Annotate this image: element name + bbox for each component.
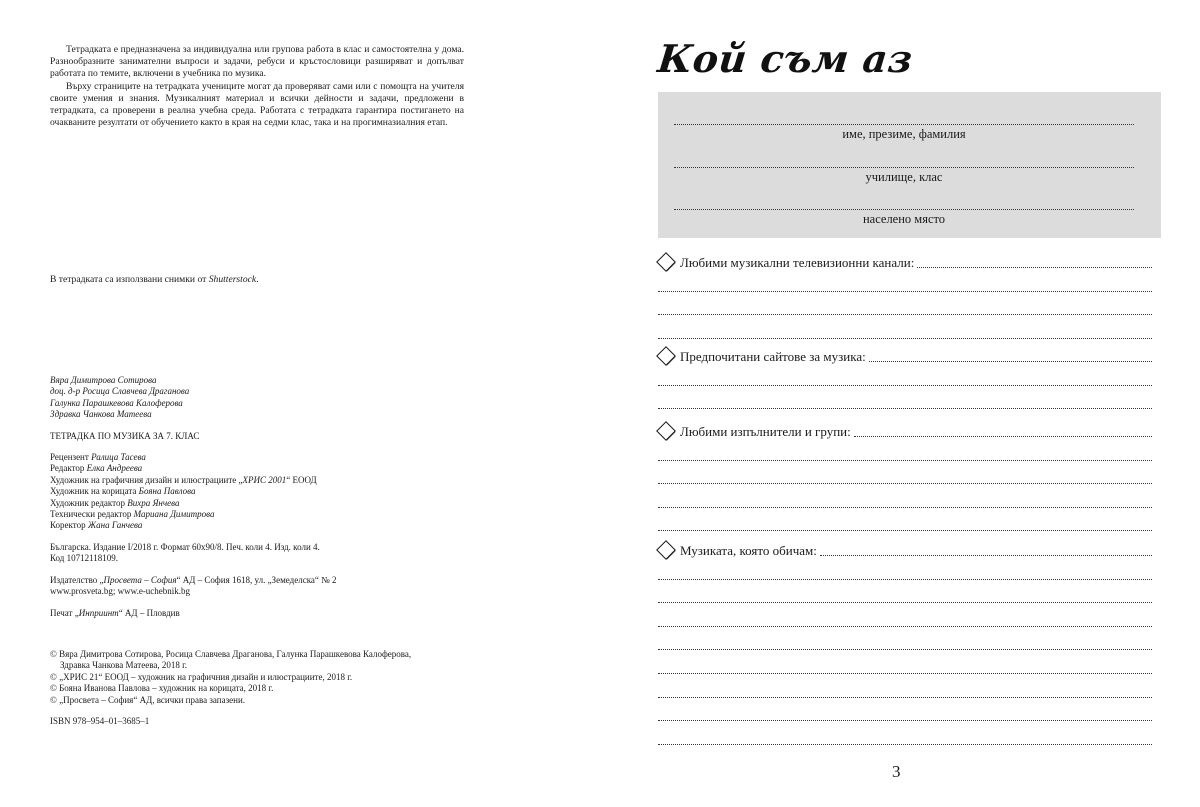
write-line[interactable] bbox=[917, 267, 1152, 268]
write-line[interactable] bbox=[658, 408, 1152, 409]
diamond-icon bbox=[656, 346, 676, 366]
credit-role: Художник редактор bbox=[50, 497, 128, 508]
publisher-prefix: Издателство „ bbox=[50, 574, 104, 585]
write-line[interactable] bbox=[674, 124, 1134, 125]
tv-channels-section bbox=[658, 252, 1152, 343]
copyright-line: © Бояна Иванова Павлова – художник на корицата, 2018 г. bbox=[50, 683, 274, 694]
credit-person: Ралица Тасева bbox=[91, 452, 146, 463]
write-line-row[interactable] bbox=[658, 584, 1152, 608]
write-line-row[interactable] bbox=[658, 366, 1152, 390]
section-label: Любими изпълнители и групи: bbox=[680, 424, 851, 439]
printer-line bbox=[50, 608, 510, 619]
diamond-icon bbox=[656, 421, 676, 441]
websites: www.prosveta.bg; www.e-uchebnik.bg bbox=[50, 586, 191, 597]
printer-prefix: Печат „ bbox=[50, 607, 79, 618]
write-line[interactable] bbox=[658, 579, 1152, 580]
write-line[interactable] bbox=[658, 697, 1152, 698]
credit-person: Мариана Димитрова bbox=[133, 509, 215, 520]
publisher-line bbox=[50, 575, 510, 586]
write-line[interactable] bbox=[658, 314, 1152, 315]
write-line-row[interactable] bbox=[658, 607, 1152, 631]
credit-line bbox=[50, 520, 510, 531]
copyright-line: © „Просвета – София“ АД, всички права запазени. bbox=[50, 694, 246, 705]
section-header bbox=[658, 252, 1152, 272]
write-line-row[interactable] bbox=[658, 702, 1152, 726]
write-line[interactable] bbox=[658, 649, 1152, 650]
spacer bbox=[50, 639, 510, 649]
copyright-line: © „ХРИС 21“ ЕООД – художник на графичния дизайн и илюстрациите, 2018 г. bbox=[50, 671, 353, 682]
credit-role: Технически редактор bbox=[50, 509, 134, 520]
write-line[interactable] bbox=[658, 720, 1152, 721]
school-field-label: училище, клас bbox=[865, 170, 943, 184]
credit-line bbox=[50, 498, 510, 509]
write-line-row[interactable] bbox=[658, 296, 1152, 320]
author-name: Галунка Парашкевова Калоферова bbox=[50, 397, 183, 408]
write-line-row[interactable] bbox=[658, 319, 1152, 343]
credit-line bbox=[50, 475, 510, 486]
intro-text bbox=[50, 44, 464, 129]
write-line[interactable] bbox=[674, 167, 1134, 168]
write-line[interactable] bbox=[658, 385, 1152, 386]
credit-suffix: “ ЕООД bbox=[286, 474, 317, 485]
author-name: Здравка Чанкова Матеева bbox=[50, 409, 152, 420]
page-number: 3 bbox=[892, 762, 901, 781]
credit-role: Рецензент bbox=[50, 452, 92, 463]
printer-suffix: “ АД – Пловдив bbox=[118, 607, 180, 618]
music-websites-section bbox=[658, 346, 1152, 413]
copyright-line: Здравка Чанкова Матеева, 2018 г. bbox=[60, 660, 188, 671]
photo-credit bbox=[50, 274, 259, 285]
publisher-name: Просвета – София bbox=[103, 574, 177, 585]
write-line-row[interactable] bbox=[658, 678, 1152, 702]
write-line[interactable] bbox=[658, 602, 1152, 603]
credit-line bbox=[50, 486, 510, 497]
imprint-block bbox=[50, 375, 510, 727]
spacer bbox=[50, 421, 510, 431]
intro-paragraph: Тетрадката е предназначена за индивидуална или групова работа в клас и самостоятелна у дома. Разнообразните занимателни въпроси и задачи, ребуси и кръстословици разширяват и допълват работата по темите, включени в учебника по музика. bbox=[50, 44, 464, 80]
credit-line bbox=[50, 463, 510, 474]
town-field[interactable] bbox=[674, 209, 1134, 227]
section-header bbox=[658, 540, 1152, 560]
write-line-row[interactable] bbox=[658, 488, 1152, 512]
write-line[interactable] bbox=[658, 626, 1152, 627]
spacer bbox=[50, 598, 510, 608]
credit-person: Жана Ганчева bbox=[87, 520, 143, 531]
diamond-icon bbox=[656, 252, 676, 272]
write-line[interactable] bbox=[820, 555, 1152, 556]
spacer bbox=[50, 706, 510, 716]
town-field-label: населено място bbox=[862, 212, 946, 226]
write-line[interactable] bbox=[674, 209, 1134, 210]
printer-name: Инприинт bbox=[78, 607, 119, 618]
write-line[interactable] bbox=[854, 436, 1152, 437]
spacer bbox=[50, 565, 510, 575]
page-title: Кой съм аз bbox=[655, 36, 916, 81]
write-line-row[interactable] bbox=[658, 631, 1152, 655]
credit-role: Коректор bbox=[50, 520, 88, 531]
product-code: Код 10712118109. bbox=[50, 553, 119, 564]
section-header bbox=[658, 421, 1152, 441]
favorite-artists-section bbox=[658, 421, 1152, 535]
credit-line bbox=[50, 452, 510, 463]
write-line-row[interactable] bbox=[658, 560, 1152, 584]
section-label: Предпочитани сайтове за музика: bbox=[680, 349, 866, 364]
right-page bbox=[600, 0, 1200, 807]
section-label: Любими музикални телевизионни канали: bbox=[680, 255, 915, 270]
write-line-row[interactable] bbox=[658, 725, 1152, 749]
write-line[interactable] bbox=[658, 460, 1152, 461]
identity-box bbox=[658, 92, 1161, 238]
name-field-label: име, презиме, фамилия bbox=[842, 127, 966, 141]
favorite-music-section bbox=[658, 540, 1152, 749]
school-field[interactable] bbox=[674, 167, 1134, 185]
write-line[interactable] bbox=[869, 361, 1152, 362]
write-line-row[interactable] bbox=[658, 272, 1152, 296]
write-line-row[interactable] bbox=[658, 390, 1152, 414]
credit-role: Художник на корицата bbox=[50, 486, 139, 497]
write-line-row[interactable] bbox=[658, 465, 1152, 489]
credit-line bbox=[50, 509, 510, 520]
isbn: ISBN 978–954–01–3685–1 bbox=[50, 715, 150, 726]
write-line-row[interactable] bbox=[658, 654, 1152, 678]
write-line[interactable] bbox=[658, 338, 1152, 339]
write-line[interactable] bbox=[658, 507, 1152, 508]
write-line[interactable] bbox=[658, 291, 1152, 292]
copyright-line: © Вяра Димитрова Сотирова, Росица Славчева Драганова, Галунка Парашкевова Калоферова, bbox=[50, 648, 412, 659]
write-line[interactable] bbox=[658, 673, 1152, 674]
write-line[interactable] bbox=[658, 744, 1152, 745]
write-line-row[interactable] bbox=[658, 441, 1152, 465]
photo-credit-prefix: В тетрадката са използвани снимки от bbox=[50, 274, 209, 285]
author-name: Вяра Димитрова Сотирова bbox=[50, 375, 157, 385]
spacer bbox=[50, 532, 510, 542]
spacer bbox=[50, 619, 510, 639]
section-header bbox=[658, 346, 1152, 366]
credit-role: Художник на графичния дизайн и илюстрациите „ bbox=[50, 474, 243, 485]
write-line-row[interactable] bbox=[658, 512, 1152, 536]
section-label: Музиката, която обичам: bbox=[680, 543, 817, 558]
credit-person: ХРИС 2001 bbox=[242, 474, 287, 485]
publisher-address: “ АД – София 1618, ул. „Земеделска“ № 2 bbox=[176, 574, 337, 585]
photo-credit-suffix: . bbox=[256, 274, 259, 285]
intro-paragraph: Върху страниците на тетрадката учениците могат да проверяват сами или с помощта на учителя своите умения и знания. Музикалният материал и всички дейности и задачи, предложени в тетрадката, са проверени в реална учебна среда. Работата с тетрадката гарантира постигането на очакваните резултати от обучението както в края на седми клас, така и на прогимназиалния етап. bbox=[50, 80, 464, 129]
write-line[interactable] bbox=[658, 483, 1152, 484]
author-name: доц. д-р Росица Славчева Драганова bbox=[50, 386, 190, 397]
book-title: ТЕТРАДКА ПО МУЗИКА ЗА 7. КЛАС bbox=[50, 430, 200, 441]
credit-person: Вихра Янчева bbox=[127, 497, 180, 508]
name-field[interactable] bbox=[674, 124, 1134, 142]
credit-person: Елка Андреева bbox=[86, 463, 143, 474]
diamond-icon bbox=[656, 540, 676, 560]
edition-info: Българска. Издание I/2018 г. Формат 60х90/8. Печ. коли 4. Изд. коли 4. bbox=[50, 541, 320, 552]
credit-role: Редактор bbox=[50, 463, 87, 474]
credit-person: Бояна Павлова bbox=[138, 486, 196, 497]
spacer bbox=[50, 442, 510, 452]
photo-credit-source: Shutterstock bbox=[208, 274, 257, 285]
write-line[interactable] bbox=[658, 530, 1152, 531]
